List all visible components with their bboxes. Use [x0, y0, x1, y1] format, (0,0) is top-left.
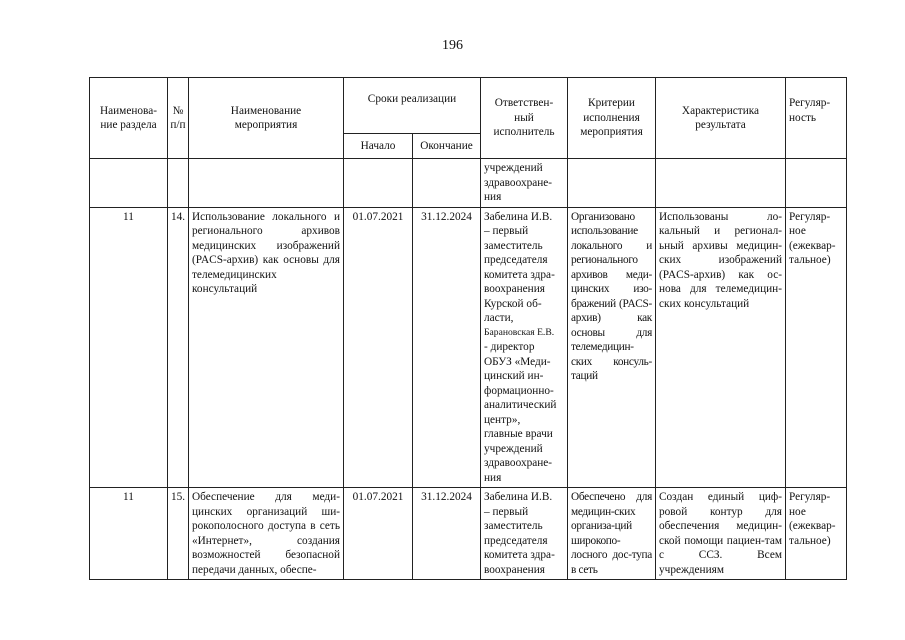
cell-empty — [656, 159, 786, 208]
cell-start: 01.07.2021 — [344, 488, 413, 580]
cell-responsible: Забелина И.В. – первый заместитель председателя комитета здра- воохранения — [481, 488, 568, 580]
events-table — [89, 77, 847, 580]
cell-event: Использование локального и регионального архивов медицинских изображений (PACS-архив) как основы для телемедицинских консультаций — [189, 207, 344, 488]
cell-result: Использованы ло-кальный и регионал-ьный архивы медицин-ских изображений (PACS-архив) как ос-нова для телемедицин-ских консультаций — [656, 207, 786, 488]
page-number: 196 — [442, 38, 463, 53]
cell-criteria: Организовано использование локального и регионального архивов меди-цинских изо-бражений (PACS-архив) как основы для телемедицин-ских консуль-таций — [568, 207, 656, 488]
cell-regularity: Регуляр- ное (ежеквар- тальное) — [786, 207, 847, 488]
header-start: Начало — [344, 134, 413, 159]
cell-section: 11 — [90, 488, 168, 580]
cell-start: 01.07.2021 — [344, 207, 413, 488]
cell-end: 31.12.2024 — [413, 488, 481, 580]
header-criteria: Критерии исполнения мероприятия — [568, 78, 656, 159]
cell-result: Создан единый циф-ровой контур для обеспечения медицин-ской помощи пациен-там с ССЗ. Всем учреждениям — [656, 488, 786, 580]
cell-number: 15. — [168, 488, 189, 580]
cell-empty — [189, 159, 344, 208]
cell-responsible — [481, 207, 568, 488]
header-result: Характеристика результата — [656, 78, 786, 159]
cell-section: 11 — [90, 207, 168, 488]
responsible-person-1: Забелина И.В. – первый заместитель председателя комитета здра- воохранения Курской об- ласти, — [484, 210, 555, 324]
table-row — [90, 207, 847, 488]
responsible-person-2-details: - директор ОБУЗ «Меди- цинский ин- формационно- аналитический центр», главные врачи учреждений здравоохране- ния — [484, 341, 557, 484]
cell-empty — [413, 159, 481, 208]
header-section-name: Наименова- ние раздела — [90, 78, 168, 159]
cell-event: Обеспечение для меди-цинских организаций ши-рокополосного доступа в сеть «Интернет», создания возможностей безопасной передачи данных, обеспе- — [189, 488, 344, 580]
cell-empty — [568, 159, 656, 208]
cell-empty — [786, 159, 847, 208]
header-responsible: Ответствен- ный исполнитель — [481, 78, 568, 159]
responsible-person-2: Барановская Е.В. — [484, 326, 555, 338]
cell-regularity: Регуляр- ное (ежеквар- тальное) — [786, 488, 847, 580]
cell-end: 31.12.2024 — [413, 207, 481, 488]
cell-responsible: учреждений здравоохране- ния — [481, 159, 568, 208]
table-row-continuation — [90, 159, 847, 208]
table-row — [90, 488, 847, 580]
header-deadlines: Сроки реализации — [344, 78, 481, 134]
header-number: № п/п — [168, 78, 189, 159]
header-end: Окончание — [413, 134, 481, 159]
cell-empty — [344, 159, 413, 208]
header-event-name: Наименование мероприятия — [189, 78, 344, 159]
cell-empty — [168, 159, 189, 208]
header-regularity: Регуляр- ность — [786, 78, 847, 159]
cell-criteria: Обеспечено для медицин-ских организа-ций широкопо-лосного дос-тупа в сеть — [568, 488, 656, 580]
cell-empty — [90, 159, 168, 208]
cell-number: 14. — [168, 207, 189, 488]
